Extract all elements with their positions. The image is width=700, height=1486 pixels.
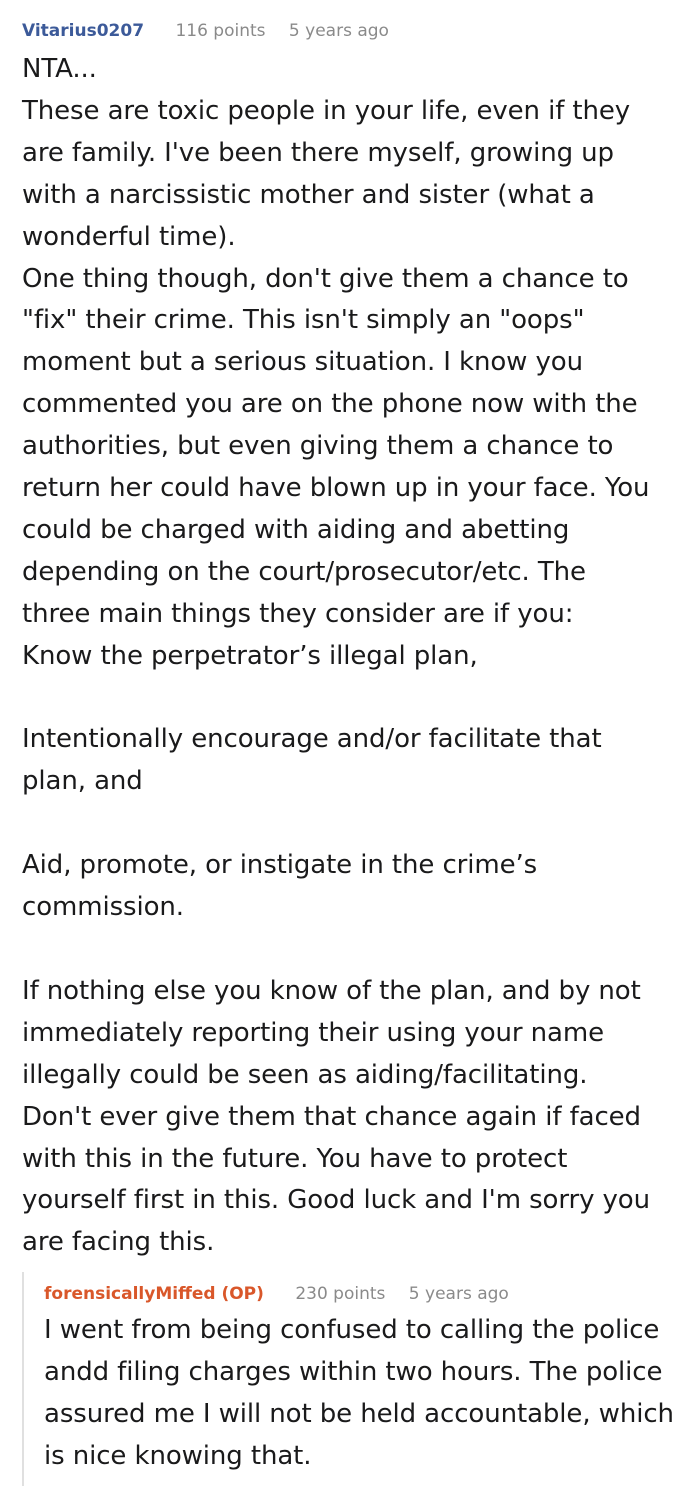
reply-username[interactable]: forensicallyMiffed (OP) bbox=[44, 1284, 264, 1304]
comment-line: commission. bbox=[22, 892, 184, 923]
comment-line: yourself first in this. Good luck and I'm sorry you bbox=[22, 1185, 650, 1216]
comment-line: are family. I've been there myself, growing up bbox=[22, 137, 614, 168]
comment-line: wonderful time). bbox=[22, 221, 236, 252]
comment-line: return her could have blown up in your face. You bbox=[22, 473, 650, 504]
comment-line: illegally could be seen as aiding/facilitating. bbox=[22, 1059, 588, 1090]
comment-line: three main things they consider are if you: bbox=[22, 598, 574, 629]
comment-line: depending on the court/prosecutor/etc. The bbox=[22, 556, 586, 587]
comment-points: 116 points bbox=[175, 21, 266, 41]
reply-line: andd filing charges within two hours. The police bbox=[44, 1356, 663, 1387]
comment-line: NTA... bbox=[22, 54, 97, 84]
comment-line: Intentionally encourage and/or facilitate that bbox=[22, 724, 602, 755]
reply-meta bbox=[44, 1282, 527, 1306]
reply-line: I went from being confused to calling the police bbox=[44, 1315, 660, 1345]
comment-line: If nothing else you know of the plan, and by not bbox=[22, 975, 641, 1006]
comment-line: One thing though, don't give them a chance to bbox=[22, 263, 629, 294]
reply-line: assured me I will not be held accountable, which bbox=[44, 1398, 674, 1429]
comment-line: plan, and bbox=[22, 766, 143, 797]
comment-line: are facing this. bbox=[22, 1227, 215, 1258]
comment-line: with a narcissistic mother and sister (what a bbox=[22, 179, 595, 210]
comment-username[interactable]: Vitarius0207 bbox=[22, 21, 145, 41]
comment-meta bbox=[22, 19, 407, 43]
comment-body bbox=[22, 49, 682, 1264]
comment-line: with this in the future. You have to protect bbox=[22, 1143, 568, 1174]
reply-line: is nice knowing that. bbox=[44, 1440, 312, 1471]
comment-line: Don't ever give them that chance again if faced bbox=[22, 1101, 641, 1132]
comment-line: authorities, but even giving them a chance to bbox=[22, 431, 614, 462]
comment-line: Know the perpetrator’s illegal plan, bbox=[22, 640, 478, 671]
comment-line: commented you are on the phone now with the bbox=[22, 389, 638, 420]
reply-body bbox=[44, 1310, 684, 1478]
comment-line: Aid, promote, or instigate in the crime’s bbox=[22, 850, 538, 881]
comment-line: immediately reporting their using your name bbox=[22, 1017, 604, 1048]
comment-line: "fix" their crime. This isn't simply an "oops" bbox=[22, 305, 585, 336]
comment-line: could be charged with aiding and abetting bbox=[22, 514, 570, 545]
reply-timestamp[interactable]: 5 years ago bbox=[408, 1284, 509, 1304]
comment-line: moment but a serious situation. I know you bbox=[22, 347, 583, 378]
reply-comment bbox=[22, 1272, 694, 1486]
comment-line: These are toxic people in your life, even if they bbox=[22, 95, 631, 126]
reply-points: 230 points bbox=[295, 1284, 386, 1304]
comment-timestamp[interactable]: 5 years ago bbox=[288, 21, 389, 41]
